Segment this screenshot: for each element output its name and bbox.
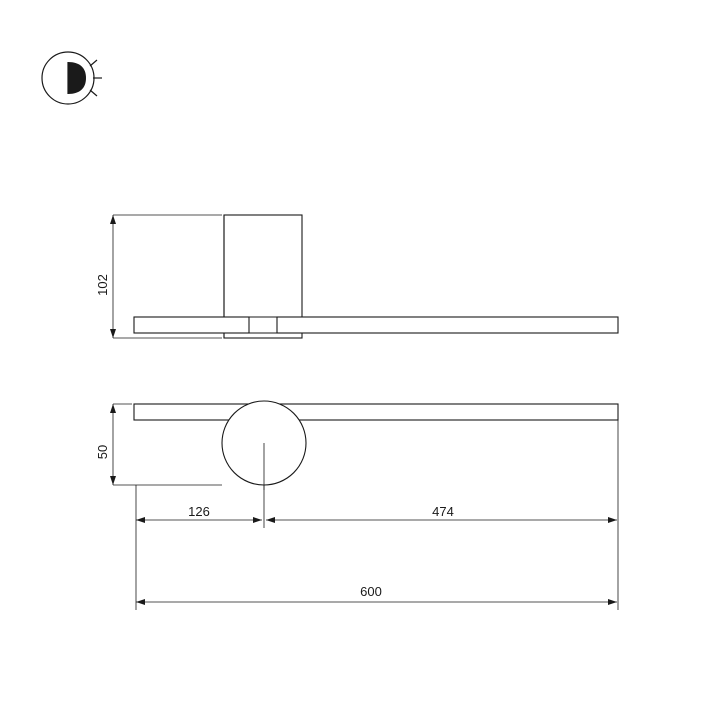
dimension-label-50: 50 [95, 444, 110, 460]
dimension-label-600: 600 [360, 584, 382, 599]
dimension-label-126: 126 [188, 504, 210, 519]
dimension-label-102: 102 [95, 274, 110, 296]
side-view [134, 401, 618, 490]
dimension-label-474: 474 [432, 504, 454, 519]
wall-light-symbol-icon [42, 52, 102, 104]
front-view [134, 215, 618, 338]
